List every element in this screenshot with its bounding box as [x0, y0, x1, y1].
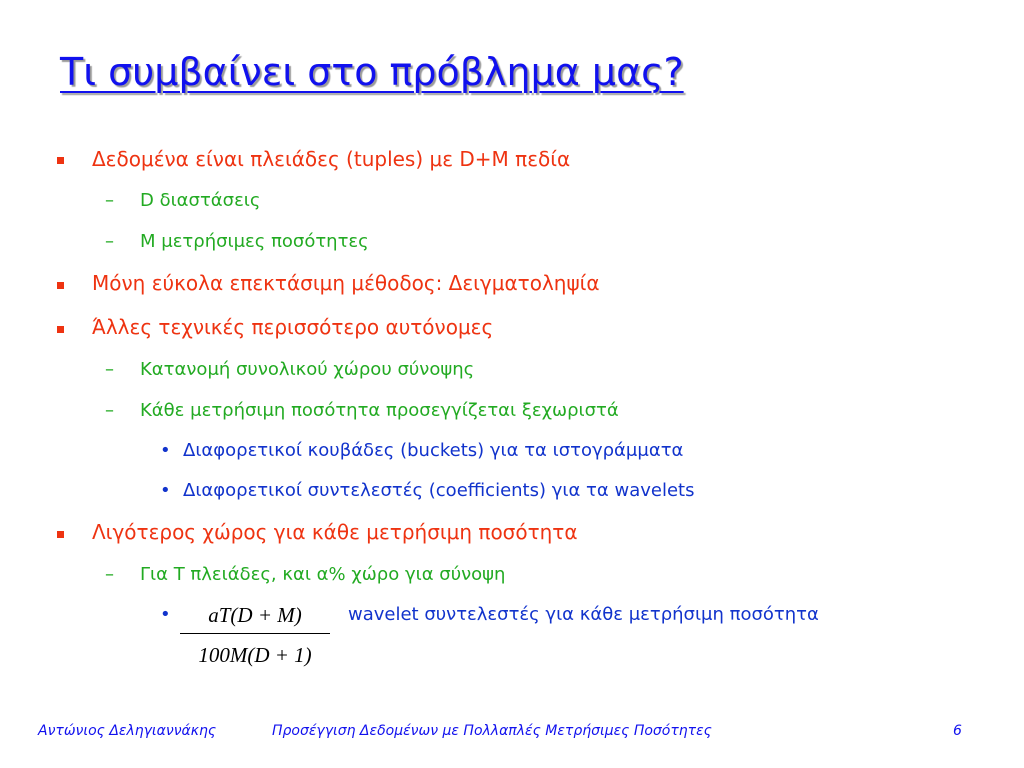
footer-author: Αντώνιος Δεληγιαννάκης [38, 723, 217, 739]
dot-bullet-marker: • [160, 604, 171, 625]
dash-bullet-marker: – [105, 231, 114, 252]
sub-bullet-item: Για T πλειάδες, και α% χώρο για σύνοψη [140, 564, 506, 585]
dash-bullet-marker: – [105, 564, 114, 585]
square-bullet-icon [57, 282, 64, 289]
dash-bullet-marker: – [105, 400, 114, 421]
dash-bullet-marker: – [105, 190, 114, 211]
sub-bullet-item: Κάθε μετρήσιμη ποσότητα προσεγγίζεται ξεχωριστά [140, 400, 619, 421]
bullet-item: Άλλες τεχνικές περισσότερο αυτόνομες [92, 315, 494, 339]
space-formula [180, 600, 330, 670]
slide-title: Τι συμβαίνει στο πρόβλημα μας? [60, 50, 684, 94]
footer-presentation-title: Προσέγγιση Δεδομένων με Πολλαπλές Μετρήσιμες Ποσότητες [272, 723, 712, 739]
dot-bullet-marker: • [160, 440, 171, 461]
sub-sub-bullet-item: Διαφορετικοί κουβάδες (buckets) για τα ιστογράμματα [183, 440, 684, 461]
formula-denominator: 100M(D + 1) [198, 643, 312, 667]
dash-bullet-marker: – [105, 359, 114, 380]
sub-sub-bullet-item: Διαφορετικοί συντελεστές (coefficients) για τα wavelets [183, 480, 695, 501]
sub-sub-bullet-item: wavelet συντελεστές για κάθε μετρήσιμη ποσότητα [348, 604, 819, 625]
square-bullet-icon [57, 326, 64, 333]
bullet-item: Μόνη εύκολα επεκτάσιμη μέθοδος: Δειγματοληψία [92, 271, 600, 295]
bullet-item: Λιγότερος χώρος για κάθε μετρήσιμη ποσότητα [92, 520, 578, 544]
sub-bullet-item: Κατανομή συνολικού χώρου σύνοψης [140, 359, 475, 380]
square-bullet-icon [57, 531, 64, 538]
formula-numerator: aT(D + M) [208, 603, 302, 627]
square-bullet-icon [57, 157, 64, 164]
bullet-item: Δεδομένα είναι πλειάδες (tuples) με D+M πεδία [92, 147, 571, 171]
dot-bullet-marker: • [160, 480, 171, 501]
sub-bullet-item: D διαστάσεις [140, 190, 261, 211]
sub-bullet-item: M μετρήσιμες ποσότητες [140, 231, 369, 252]
footer-page-number: 6 [953, 723, 962, 739]
fraction-bar [180, 633, 330, 634]
